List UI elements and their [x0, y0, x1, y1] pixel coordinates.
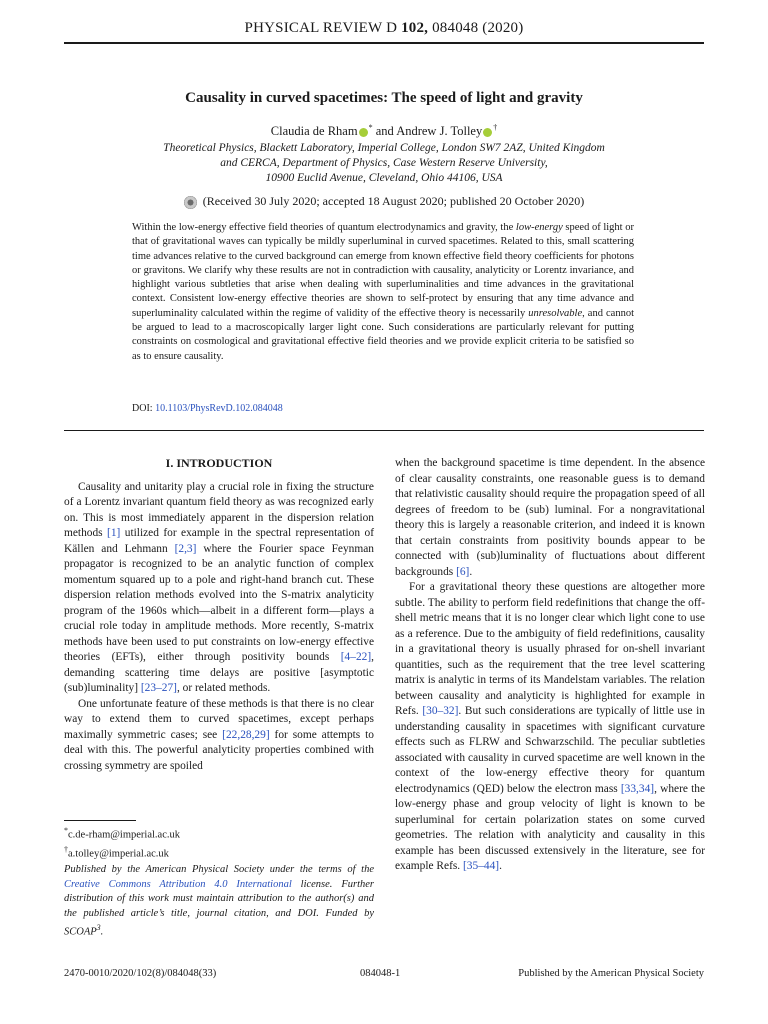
body-text: where the Fourier space Feynman propagator is recognized to be an analytic function of complex momentum squared up to a pole and right-hand branch cut. These dispersion relation methods evolved into the S-matrix analyticity program of the 1960s which—albeit in a different form—plays a crucial role today in amplitude methods. More recently, S-matrix methods have been used to put constraints on low-energy effective theories (EFTs), either through positivity bounds — [64, 542, 374, 663]
received-dates — [64, 194, 704, 209]
abstract — [132, 221, 634, 364]
abstract-text: speed of light or that of gravitational waves can typically be mildly superluminal in curved spacetimes. Related to this, small scattering time advances relative to the curved background can emerge from known effective field theory coefficients for photons or gravitons. We clarify why these results are not in contradiction with causality, analyticity or Lorentz invariance, and highlight various subtleties that arise when dealing with superluminalities and time advances in the gravitational context. Consistent low-energy effective theories are shown to self-protect by ensuring that any time advance and superluminality calculated within the regime of validity of the effective theory is necessarily — [132, 222, 634, 319]
body-text: , demanding scattering time delays are positive [asymptotic (sub)luminality] — [64, 651, 374, 694]
body-text: , where the low-energy phase and group velocity of light is known to be superluminal for certain polarization states on some curved geometries. The relation with analyticity and causality in this example has been discussed extensively in the literature, see for example Refs. — [395, 782, 705, 872]
citation-link[interactable]: [2,3] — [174, 542, 197, 555]
footnote — [64, 843, 180, 862]
received-text: (Received 30 July 2020; accepted 18 August 2020; published 20 October 2020) — [202, 194, 585, 208]
affiliation-line: 10900 Euclid Avenue, Cleveland, Ohio 44106, USA — [265, 172, 503, 184]
citation-link[interactable]: [23–27] — [140, 682, 177, 694]
orcid-icon[interactable] — [359, 128, 368, 137]
citation-link[interactable]: [1] — [107, 527, 121, 539]
footer-issn: 2470-0010/2020/102(8)/084048(33) — [64, 968, 217, 979]
citation-link[interactable]: [30–32] — [422, 705, 459, 717]
section-heading: I. INTRODUCTION — [165, 456, 273, 470]
license-notice — [64, 863, 374, 940]
affiliation — [64, 141, 704, 186]
orcid-icon[interactable] — [483, 128, 492, 137]
license-superscript: 3 — [96, 923, 101, 932]
body-text: Causality and unitarity play a crucial role in fixing the structure of a Lorentz invariant quantum field theory as was recognized early on. This is most immediately apparent in the dispersion relation methods — [64, 480, 374, 539]
body-text: for some attempts to deal with this. The powerful analyticity properties combined with crossing symmetry are spoiled — [64, 728, 375, 772]
footnote-email[interactable]: c.de-rham@imperial.ac.uk — [68, 829, 180, 841]
citation-link[interactable]: [4–22] — [340, 651, 372, 663]
journal-volume: 102, — [401, 20, 429, 36]
footnote-mark: * — [64, 826, 68, 835]
license-text: license. Further distribution of this work must maintain attribution to the author(s) and the published article’s title, journal citation, and DOI. Funded by SCOAP — [64, 878, 374, 938]
right-column — [395, 456, 705, 875]
section-divider — [64, 430, 704, 431]
body-paragraph — [395, 580, 705, 875]
license-text: Published by the American Physical Society under the terms of the — [64, 864, 374, 875]
body-text: utilized for example in the spectral representation of Källen and Lehmann — [64, 527, 374, 555]
body-text: , or related methods. — [176, 682, 271, 694]
author-conjunction: and — [375, 124, 394, 139]
citation-link[interactable]: [6] — [456, 565, 470, 578]
body-paragraph — [64, 480, 374, 697]
abstract-text: , and cannot be argued to lead to a macroscopically larger light cone. Such considerations are particularly relevant for putting constraints on cosmological and gravitational effective field theories and we provide explicit criteria to be satisfied so as to ensure causality. — [132, 307, 634, 362]
footnote-mark: † — [64, 844, 68, 854]
footnote-mark: * — [368, 123, 373, 132]
body-paragraph — [64, 697, 374, 775]
footnote-email[interactable]: a.tolley@imperial.ac.uk — [68, 848, 169, 859]
footnote-rule — [64, 820, 136, 821]
journal-name: PHYSICAL REVIEW D — [244, 20, 398, 36]
footnote — [64, 824, 180, 843]
body-text: . — [469, 565, 473, 578]
left-column — [64, 456, 374, 774]
abstract-paragraph — [132, 221, 634, 364]
citation-link[interactable]: [33,34] — [620, 782, 655, 795]
header-rule — [64, 42, 704, 44]
body-text: when the background spacetime is time dependent. In the absence of clear causality constraints, one reasonable guess is to demand that relativistic causality should require the propagation speed of all degrees of freedom to be (sub) luminal. For a nongravitational theory this is largely a reasonable criterion, and indeed it is known that certain constraints from positivity bounds appear to be connected with (sub)luminality of fluctuations about different backgrounds — [395, 457, 705, 578]
license-text: . — [100, 926, 104, 938]
journal-header — [0, 20, 768, 37]
footnotes — [64, 824, 180, 861]
author-name: Claudia de Rham — [270, 124, 358, 139]
affiliation-line: and CERCA, Department of Physics, Case Western Reserve University, — [220, 157, 548, 169]
body-text: . But such considerations are typically of little use in understanding causality in spacetimes with significant curvature effects such as FLRW and Schwarzschild. The peculiar subtleties associated with causality in curved spacetime are well known in the context of the low-energy effective theory for quantum electrodynamics (QED) below the electron mass — [395, 705, 705, 795]
footnote-mark: † — [493, 123, 498, 132]
paper-title: Causality in curved spacetimes: The speed of light and gravity — [185, 90, 583, 106]
body-text: One unfortunate feature of these methods is that there is no clear way to extend them to curved spacetimes, except perhaps maximally symmetric cases; see — [64, 697, 374, 741]
license-link[interactable]: Creative Commons Attribution 4.0 International — [64, 878, 292, 890]
abstract-emphasis: low-energy — [515, 222, 563, 233]
body-paragraph — [395, 456, 705, 580]
citation-link[interactable]: [35–44] — [463, 860, 500, 872]
doi — [132, 403, 283, 414]
abstract-text: Within the low-energy effective field theories of quantum electrodynamics and gravity, the — [132, 222, 516, 233]
doi-link[interactable]: 10.1103/PhysRevD.102.084048 — [155, 403, 283, 414]
doi-label: DOI: — [132, 403, 153, 414]
body-text: . — [499, 860, 502, 872]
body-text: For a gravitational theory these questions are altogether more subtle. The ability to perform field redefinitions that change the off-shell metric means that it is no longer clear which light cone to use as a reference. Due to the ambiguity of field redefinitions, causality in a gravitational theory is usually phrased for on-shell invariant quantities, such as the requirement that the tree level scattering matrix is analytic in terms of its Mandelstam variables. The relation between causality and analyticity is highlighted for example in Refs. — [395, 581, 705, 717]
citation-link[interactable]: [22,28,29] — [222, 728, 270, 741]
article-number: 084048 (2020) — [432, 20, 524, 36]
abstract-emphasis: unresolvable — [528, 307, 583, 319]
check-for-updates-icon[interactable] — [184, 196, 197, 209]
author-name: Andrew J. Tolley — [396, 124, 483, 139]
footer-publisher: Published by the American Physical Society — [518, 968, 704, 979]
author-list — [64, 123, 704, 139]
footer-page-number: 084048-1 — [360, 968, 401, 979]
affiliation-line: Theoretical Physics, Blackett Laboratory, Imperial College, London SW7 2AZ, United Kingdom — [163, 142, 605, 154]
